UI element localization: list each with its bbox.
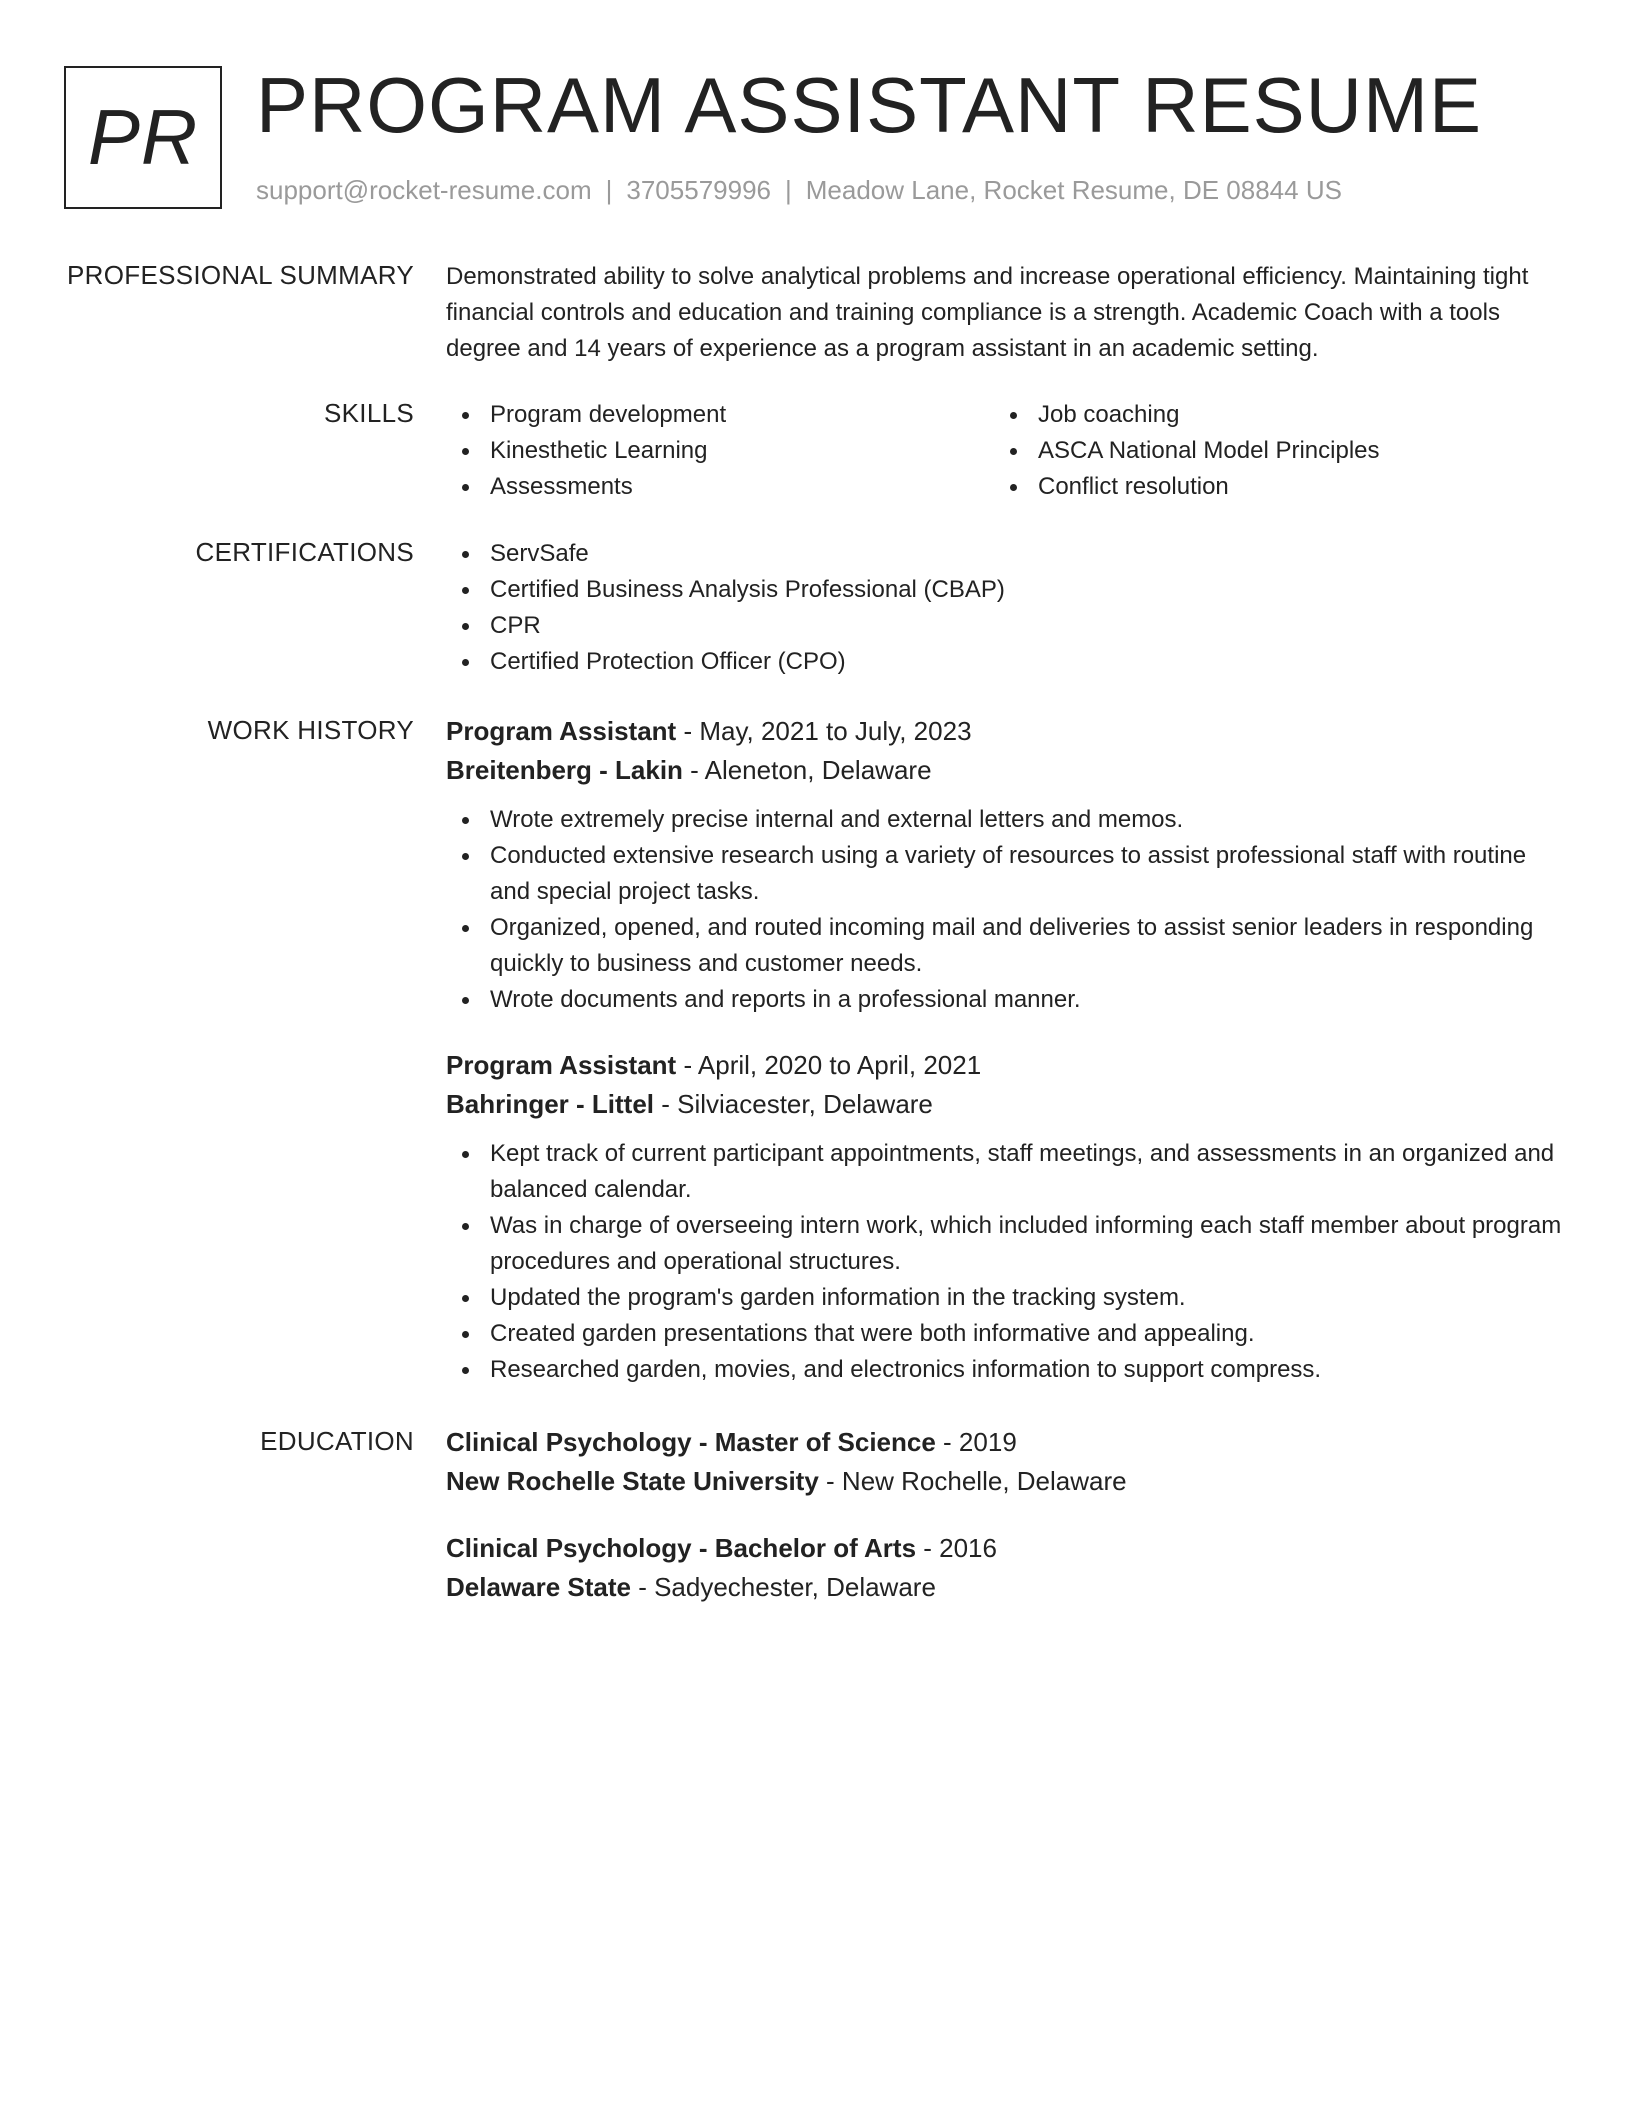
contact-phone: 3705579996 [626, 175, 771, 205]
certification-item: Certified Protection Officer (CPO) [446, 644, 1566, 680]
job-title-line [446, 1046, 1566, 1085]
education-school-line [446, 1568, 1566, 1607]
skill-item: Conflict resolution [994, 469, 1542, 505]
skills-list-left [446, 397, 994, 505]
job-entry [446, 712, 1566, 1018]
contact-email: support@rocket-resume.com [256, 175, 592, 205]
resume-header [64, 61, 1564, 210]
job-entry [446, 1046, 1566, 1388]
job-location: - Silviacester, Delaware [654, 1089, 933, 1119]
education-degree: Clinical Psychology - Master of Science [446, 1427, 936, 1457]
job-title: Program Assistant [446, 1050, 677, 1080]
education-location: - New Rochelle, Delaware [818, 1466, 1127, 1496]
section-label-work-history: WORK HISTORY [207, 715, 414, 745]
section-label-skills: SKILLS [324, 398, 414, 428]
education-school-line [446, 1462, 1566, 1501]
section-label-certifications: CERTIFICATIONS [195, 537, 414, 567]
education-degree-line [446, 1529, 1566, 1568]
education-entry [446, 1423, 1566, 1501]
job-company: Breitenberg - Lakin [446, 755, 683, 785]
job-title: Program Assistant [446, 716, 677, 746]
education-year: - 2016 [916, 1533, 997, 1563]
section-label-summary: PROFESSIONAL SUMMARY [67, 260, 414, 290]
summary-text: Demonstrated ability to solve analytical problems and increase operational efficiency. Maintaining tight financial controls and education and training compliance is a strength. Academic Coach with a tools degree and 14 years of experience as a program assistant in an academic setting. [446, 263, 1529, 362]
job-bullet: Wrote extremely precise internal and external letters and memos. [446, 802, 1566, 838]
certification-item: ServSafe [446, 536, 1566, 572]
job-company-line [446, 1085, 1566, 1124]
contact-separator: | [785, 175, 792, 205]
education-location: - Sadyechester, Delaware [630, 1572, 936, 1602]
job-bullet: Kept track of current participant appointments, staff meetings, and assessments in an organized and balanced calendar. [446, 1136, 1566, 1208]
summary-body [446, 259, 1566, 367]
skill-item: Job coaching [994, 397, 1542, 433]
monogram-box [64, 66, 222, 209]
certifications-list [446, 536, 1566, 680]
skill-item: Program development [446, 397, 994, 433]
job-bullet: Researched garden, movies, and electronics information to support compress. [446, 1352, 1566, 1388]
job-dates: - April, 2020 to April, 2021 [676, 1050, 982, 1080]
contact-address: Meadow Lane, Rocket Resume, DE 08844 US [805, 175, 1342, 205]
skills-body [446, 397, 1566, 505]
contact-separator: | [605, 175, 613, 205]
education-degree: Clinical Psychology - Bachelor of Arts [446, 1533, 917, 1563]
education-entry [446, 1529, 1566, 1607]
education-school: New Rochelle State University [446, 1466, 819, 1496]
job-bullet: Conducted extensive research using a variety of resources to assist professional staff with routine and special project tasks. [446, 838, 1566, 910]
contact-line [256, 174, 1342, 206]
job-dates: - May, 2021 to July, 2023 [676, 716, 972, 746]
job-bullets [446, 1136, 1566, 1388]
job-bullet: Was in charge of overseeing intern work, which included informing each staff member about program procedures and operational structures. [446, 1208, 1566, 1280]
job-bullet: Updated the program's garden information in the tracking system. [446, 1280, 1566, 1316]
resume-title: PROGRAM ASSISTANT RESUME [256, 61, 1482, 149]
education-year: - 2019 [935, 1427, 1017, 1457]
job-title-line [446, 712, 1566, 751]
education-body [446, 1423, 1566, 1635]
job-bullet: Created garden presentations that were both informative and appealing. [446, 1316, 1566, 1352]
skill-item: Assessments [446, 469, 994, 505]
work-history-body [446, 712, 1566, 1416]
education-school: Delaware State [446, 1572, 631, 1602]
certification-item: CPR [446, 608, 1566, 644]
job-bullet: Wrote documents and reports in a professional manner. [446, 982, 1566, 1018]
job-bullet: Organized, opened, and routed incoming mail and deliveries to assist senior leaders in responding quickly to business and customer needs. [446, 910, 1566, 982]
skill-item: ASCA National Model Principles [994, 433, 1542, 469]
job-location: - Aleneton, Delaware [682, 755, 932, 785]
section-label-education: EDUCATION [260, 1426, 414, 1456]
certifications-body [446, 536, 1566, 680]
monogram-initials: PR [87, 93, 199, 181]
job-bullets [446, 802, 1566, 1018]
skill-item: Kinesthetic Learning [446, 433, 994, 469]
skills-list-right [994, 397, 1542, 505]
certification-item: Certified Business Analysis Professional (CBAP) [446, 572, 1566, 608]
job-company-line [446, 751, 1566, 790]
education-degree-line [446, 1423, 1566, 1462]
job-company: Bahringer - Littel [446, 1089, 655, 1119]
